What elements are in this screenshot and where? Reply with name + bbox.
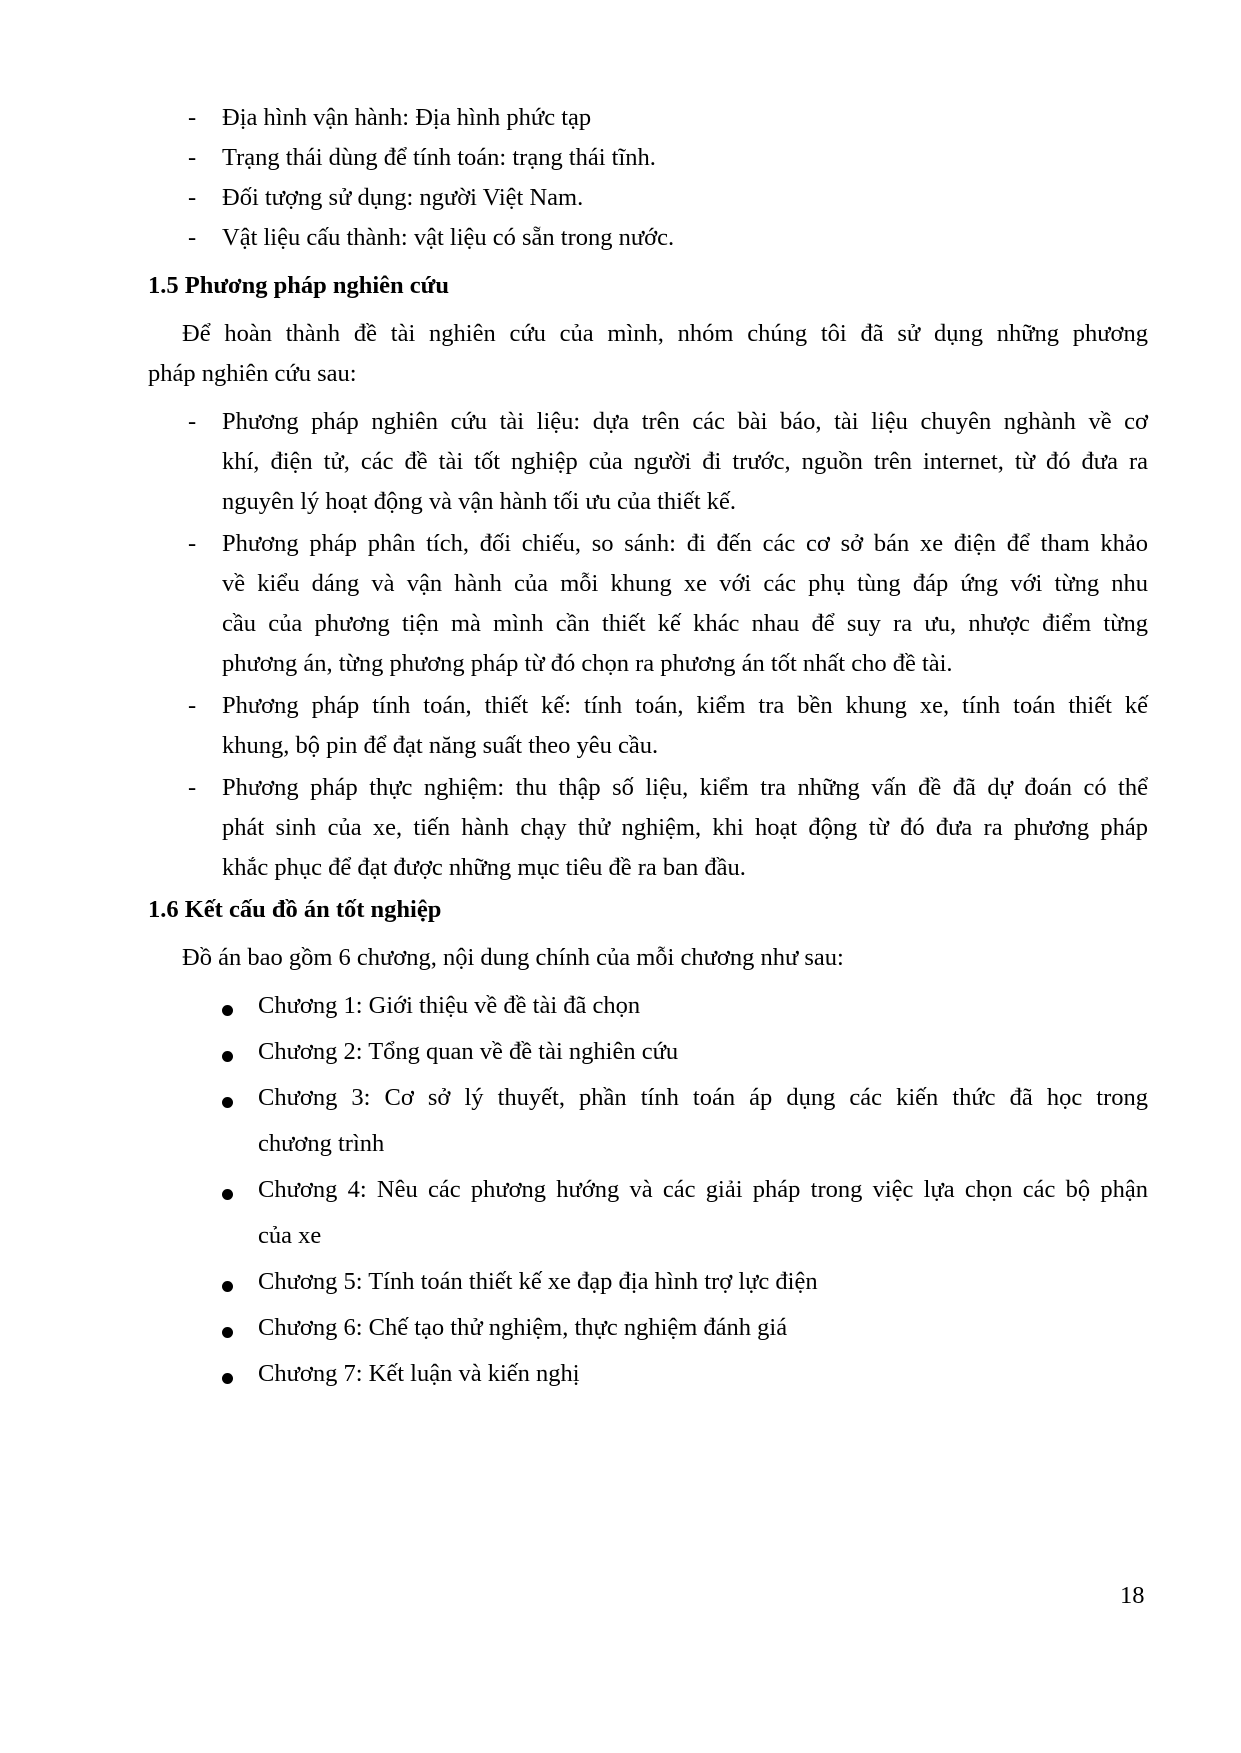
method-line: cầu của phương tiện mà mình cần thiết kế khác nhau để suy ra ưu, nhược điểm từng: [222, 610, 1148, 637]
method-line: khung, bộ pin để đạt năng suất theo yêu cầu.: [222, 732, 659, 759]
bullet-icon: [222, 1051, 233, 1062]
method-line: nguyên lý hoạt động và vận hành tối ưu của thiết kế.: [222, 488, 737, 515]
bullet-icon: [222, 1005, 233, 1016]
list-dash: -: [188, 224, 197, 251]
list-dash: -: [188, 530, 197, 557]
scope-item: Đối tượng sử dụng: người Việt Nam.: [222, 184, 584, 211]
bullet-icon: [222, 1373, 233, 1384]
paragraph-line: Để hoàn thành đề tài nghiên cứu của mình, nhóm chúng tôi đã sử dụng những phương: [182, 320, 1148, 347]
chapter-item: Chương 4: Nêu các phương hướng và các giải pháp trong việc lựa chọn các bộ phận: [258, 1176, 1148, 1203]
bullet-icon: [222, 1097, 233, 1108]
method-line: về kiểu dáng và vận hành của mỗi khung xe với các phụ tùng đáp ứng với từng nhu: [222, 570, 1148, 597]
scope-item: Trạng thái dùng để tính toán: trạng thái tĩnh.: [222, 144, 656, 171]
list-dash: -: [188, 184, 197, 211]
chapter-item: Chương 2: Tổng quan về đề tài nghiên cứu: [258, 1038, 679, 1065]
bullet-icon: [222, 1189, 233, 1200]
scope-item: Vật liệu cấu thành: vật liệu có sẵn trong nước.: [222, 224, 675, 251]
page-number: 18: [1120, 1582, 1145, 1609]
chapter-item: Chương 5: Tính toán thiết kế xe đạp địa hình trợ lực điện: [258, 1268, 818, 1295]
chapter-item: Chương 1: Giới thiệu về đề tài đã chọn: [258, 992, 641, 1019]
method-line: Phương pháp tính toán, thiết kế: tính toán, kiểm tra bền khung xe, tính toán thiết kế: [222, 692, 1148, 719]
chapter-item: chương trình: [258, 1130, 385, 1157]
method-line: phương án, từng phương pháp từ đó chọn ra phương án tốt nhất cho đề tài.: [222, 650, 953, 677]
bullet-icon: [222, 1327, 233, 1338]
list-dash: -: [188, 774, 197, 801]
list-dash: -: [188, 408, 197, 435]
chapter-item: Chương 7: Kết luận và kiến nghị: [258, 1360, 580, 1387]
list-dash: -: [188, 104, 197, 131]
method-line: Phương pháp phân tích, đối chiếu, so sánh: đi đến các cơ sở bán xe điện để tham khảo: [222, 530, 1148, 557]
method-line: phát sinh của xe, tiến hành chạy thử nghiệm, khi hoạt động từ đó đưa ra phương pháp: [222, 814, 1148, 841]
paragraph-line: pháp nghiên cứu sau:: [148, 360, 357, 387]
bullet-icon: [222, 1281, 233, 1292]
chapter-item: của xe: [258, 1222, 322, 1249]
scope-item: Địa hình vận hành: Địa hình phức tạp: [222, 104, 592, 131]
method-line: Phương pháp nghiên cứu tài liệu: dựa trên các bài báo, tài liệu chuyên nghành về cơ: [222, 408, 1148, 435]
method-line: khắc phục để đạt được những mục tiêu đề ra ban đầu.: [222, 854, 746, 881]
method-line: khí, điện tử, các đề tài tốt nghiệp của người đi trước, nguồn trên internet, từ đó đưa ra: [222, 448, 1148, 475]
chapter-item: Chương 6: Chế tạo thử nghiệm, thực nghiệm đánh giá: [258, 1314, 788, 1341]
list-dash: -: [188, 144, 197, 171]
method-line: Phương pháp thực nghiệm: thu thập số liệu, kiểm tra những vấn đề đã dự đoán có thể: [222, 774, 1148, 801]
section-heading-1-5: 1.5 Phương pháp nghiên cứu: [148, 272, 449, 299]
chapter-item: Chương 3: Cơ sở lý thuyết, phần tính toán áp dụng các kiến thức đã học trong: [258, 1084, 1148, 1111]
section-heading-1-6: 1.6 Kết cấu đồ án tốt nghiệp: [148, 896, 442, 923]
list-dash: -: [188, 692, 197, 719]
paragraph-line: Đồ án bao gồm 6 chương, nội dung chính của mỗi chương như sau:: [182, 944, 844, 971]
